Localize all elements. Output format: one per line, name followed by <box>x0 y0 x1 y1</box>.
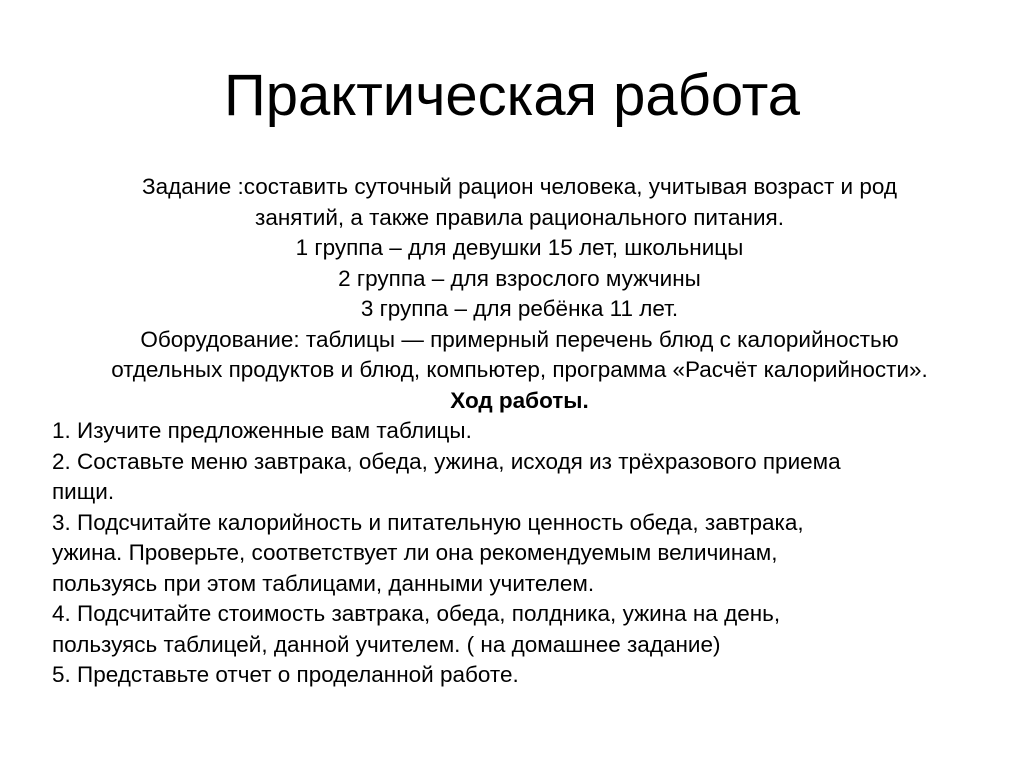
step-line: пищи. <box>52 479 115 504</box>
task-line: занятий, а также правила рационального питания. <box>255 204 784 230</box>
step-line: пользуясь таблицей, данной учителем. ( на домашнее задание) <box>52 631 721 657</box>
equipment-line: отдельных продуктов и блюд, компьютер, программа «Расчёт калорийности». <box>111 357 928 382</box>
group-line: 1 группа – для девушки 15 лет, школьницы <box>295 235 744 260</box>
step-line: пользуясь при этом таблицами, данными учителем. <box>52 570 595 596</box>
step-line: 2. Составьте меню завтрака, обеда, ужина, исходя из трёхразового приема <box>52 448 841 474</box>
equipment-line: Оборудование: таблицы — примерный перечень блюд с калорийностью <box>140 326 899 352</box>
slide-title: Практическая работа <box>224 63 800 128</box>
task-line: Задание :составить суточный рацион человека, учитывая возраст и род <box>142 174 897 199</box>
step-line: 4. Подсчитайте стоимость завтрака, обеда, полдника, ужина на день, <box>52 601 781 626</box>
group-line: 3 группа – для ребёнка 11 лет. <box>360 296 679 321</box>
group-line: 2 группа – для взрослого мужчины <box>338 265 701 291</box>
steps-heading: Ход работы. <box>450 387 589 413</box>
slide-body <box>52 172 987 691</box>
step-line: ужина. Проверьте, соответствует ли она рекомендуемым величинам, <box>52 540 778 565</box>
step-line: 1. Изучите предложенные вам таблицы. <box>52 418 472 443</box>
step-line: 5. Представьте отчет о проделанной работе. <box>52 662 519 687</box>
step-line: 3. Подсчитайте калорийность и питательную ценность обеда, завтрака, <box>52 509 804 535</box>
